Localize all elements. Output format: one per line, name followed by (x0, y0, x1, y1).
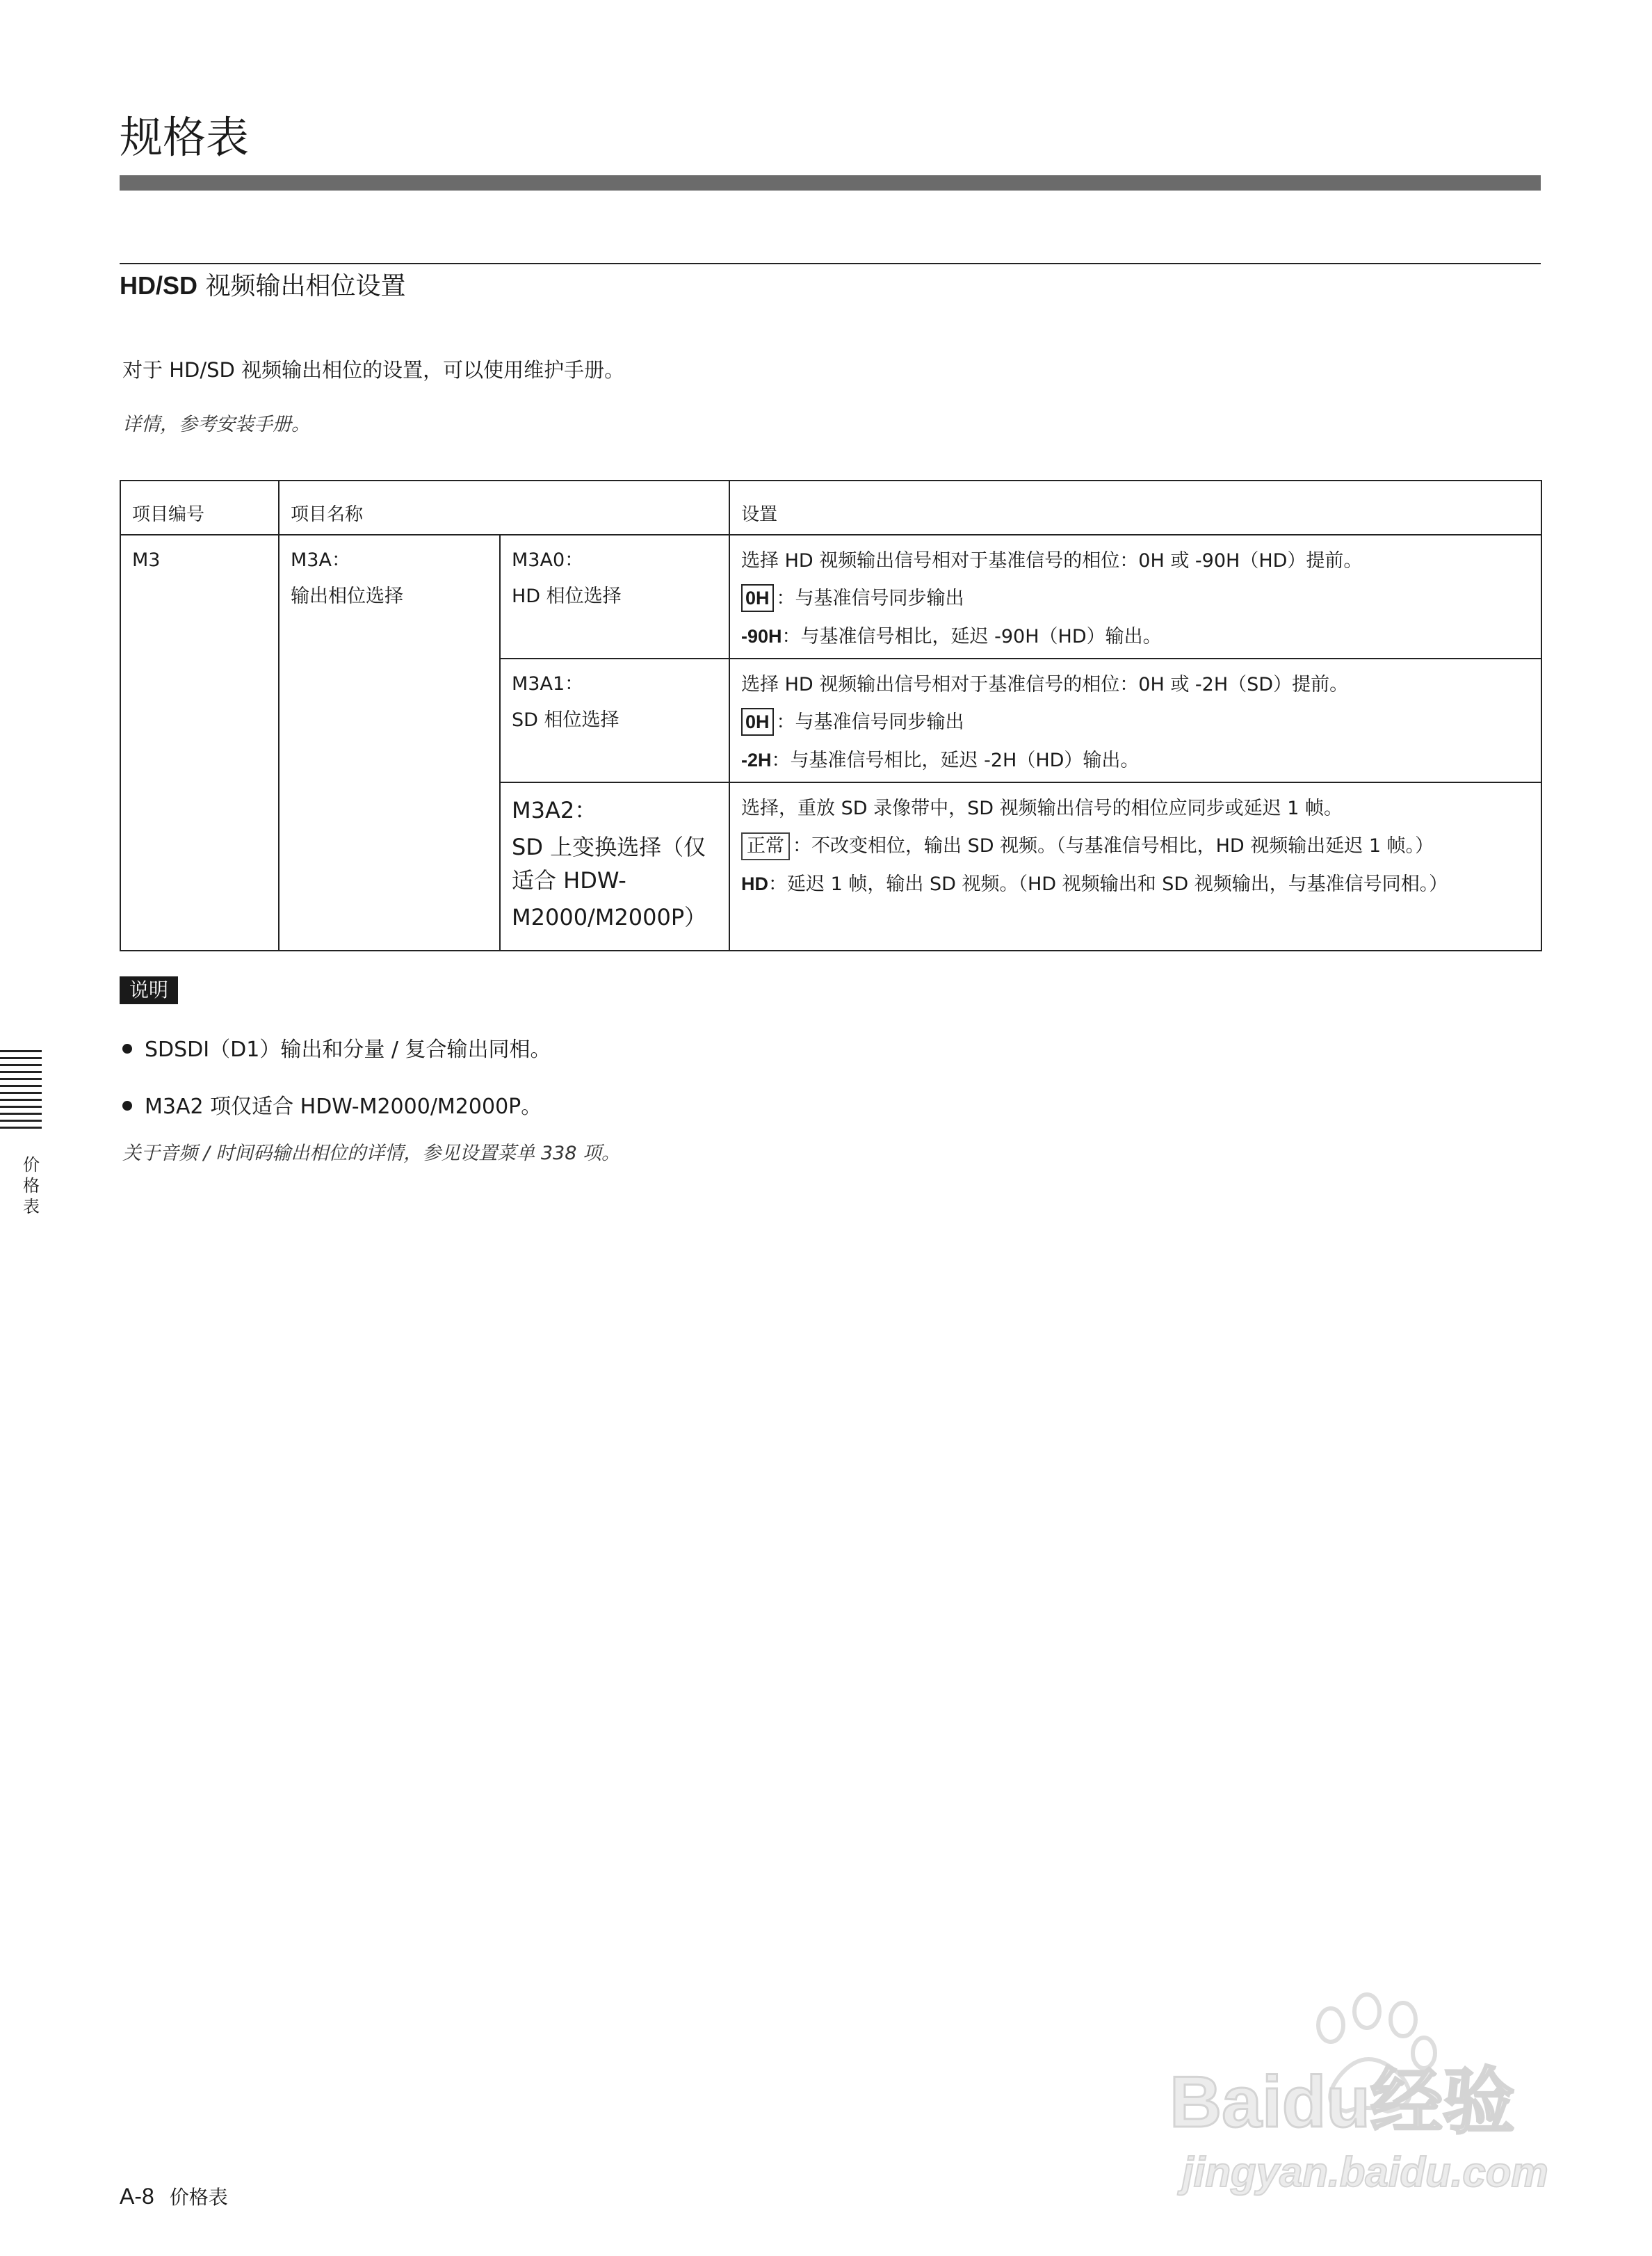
bullet-icon (122, 1044, 132, 1054)
section-heading-suffix: 视频输出相位设置 (197, 272, 406, 300)
note-item (122, 1092, 542, 1122)
detail-text: 详情，参考安装手册。 (122, 414, 310, 435)
section-rule (120, 263, 1541, 264)
footer-label: 价格表 (169, 2186, 228, 2209)
header-item-no: 项目编号 (120, 481, 279, 535)
m3a0-option-2 (741, 618, 1530, 656)
m3a2-name-cell (500, 782, 729, 951)
paw-toe-icon (1318, 2008, 1343, 2042)
watermark-url: jingyan.baidu.com (1182, 2149, 1548, 2195)
page-title: 规格表 (120, 112, 250, 163)
m3a0-option-2-key: -90H (741, 626, 782, 647)
m3a1-name: SD 相位选择 (512, 709, 620, 731)
note-label: 说明 (120, 976, 178, 1004)
section-heading-prefix: HD/SD (120, 271, 198, 300)
m3a2-name-line-3: M2000/M2000P） (512, 904, 707, 930)
m3a0-setting-cell (729, 535, 1541, 659)
group-code: M3A： (291, 549, 350, 571)
reference-text: 关于音频 / 时间码输出相位的详情，参见设置菜单 338 项。 (122, 1143, 620, 1164)
m3a2-desc: 选择，重放 SD 录像带中，SD 视频输出信号的相位应同步或延迟 1 帧。 (741, 798, 1343, 819)
bullet-icon (122, 1101, 132, 1111)
m3a1-option-1-key: 0H (741, 708, 774, 736)
m3a2-name-line-2: 适合 HDW- (512, 867, 626, 894)
m3a0-option-1 (741, 580, 1530, 618)
m3a0-option-2-text: ：与基准信号相比，延迟 -90H（HD）输出。 (782, 626, 1162, 647)
m3a0-code: M3A0： (512, 549, 584, 571)
note-item-text: M3A2 项仅适合 HDW-M2000/M2000P。 (145, 1095, 542, 1119)
m3a2-option-1-key: 正常 (741, 832, 790, 860)
paw-toe-icon (1391, 2003, 1416, 2036)
intro-text: 对于 HD/SD 视频输出相位的设置，可以使用维护手册。 (122, 358, 625, 382)
table-row (120, 535, 1541, 659)
title-bar (120, 175, 1541, 191)
m3a1-option-2-key: -2H (741, 750, 772, 771)
m3a2-option-1 (741, 828, 1530, 865)
baidu-watermark (1165, 1965, 1555, 2216)
m3a0-desc: 选择 HD 视频输出信号相对于基准信号的相位：0H 或 -90H（HD）提前。 (741, 550, 1363, 572)
header-setting: 设置 (729, 481, 1541, 535)
m3a1-name-cell (500, 659, 729, 782)
m3a2-option-2 (741, 865, 1530, 903)
m3a0-name-cell (500, 535, 729, 659)
note-item (122, 1035, 551, 1065)
group-cell (279, 535, 500, 951)
section-heading (120, 268, 405, 304)
watermark-brand: Baidu经验 (1169, 2062, 1515, 2143)
page-number: A-8 (120, 2184, 154, 2209)
header-item-name: 项目名称 (279, 481, 729, 535)
m3a2-option-2-key: HD (741, 873, 769, 894)
m3a0-option-1-text: ：与基准信号同步输出 (776, 588, 964, 609)
item-no: M3 (132, 549, 161, 571)
side-tab-label: 价格表 (23, 1155, 40, 1216)
m3a1-option-2-text: ：与基准信号相比，延迟 -2H（HD）输出。 (771, 750, 1140, 771)
item-no-cell (120, 535, 279, 951)
spec-table (120, 480, 1542, 951)
m3a2-setting-cell (729, 782, 1541, 951)
m3a2-option-2-text: ：延迟 1 帧，输出 SD 视频。（HD 视频输出和 SD 视频输出，与基准信号同相。） (768, 873, 1448, 895)
m3a0-name: HD 相位选择 (512, 586, 622, 607)
m3a1-option-1-text: ：与基准信号同步输出 (776, 711, 964, 733)
m3a1-option-1 (741, 704, 1530, 741)
m3a2-code: M3A2： (512, 797, 597, 823)
group-name: 输出相位选择 (291, 586, 403, 607)
table-header-row (120, 481, 1541, 535)
m3a2-name-line-1: SD 上变换选择（仅 (512, 834, 706, 860)
page-footer (120, 2182, 228, 2211)
m3a1-option-2 (741, 741, 1530, 780)
m3a0-option-1-key: 0H (741, 584, 774, 612)
paw-toe-icon (1354, 1995, 1379, 2028)
m3a1-setting-cell (729, 659, 1541, 782)
side-tab-marker (0, 1050, 42, 1134)
m3a1-code: M3A1： (512, 673, 584, 695)
m3a2-option-1-text: ：不改变相位，输出 SD 视频。（与基准信号相比，HD 视频输出延迟 1 帧。） (793, 835, 1434, 857)
note-item-text: SDSDI（D1）输出和分量 / 复合输出同相。 (145, 1038, 551, 1062)
m3a1-desc: 选择 HD 视频输出信号相对于基准信号的相位：0H 或 -2H（SD）提前。 (741, 674, 1349, 695)
